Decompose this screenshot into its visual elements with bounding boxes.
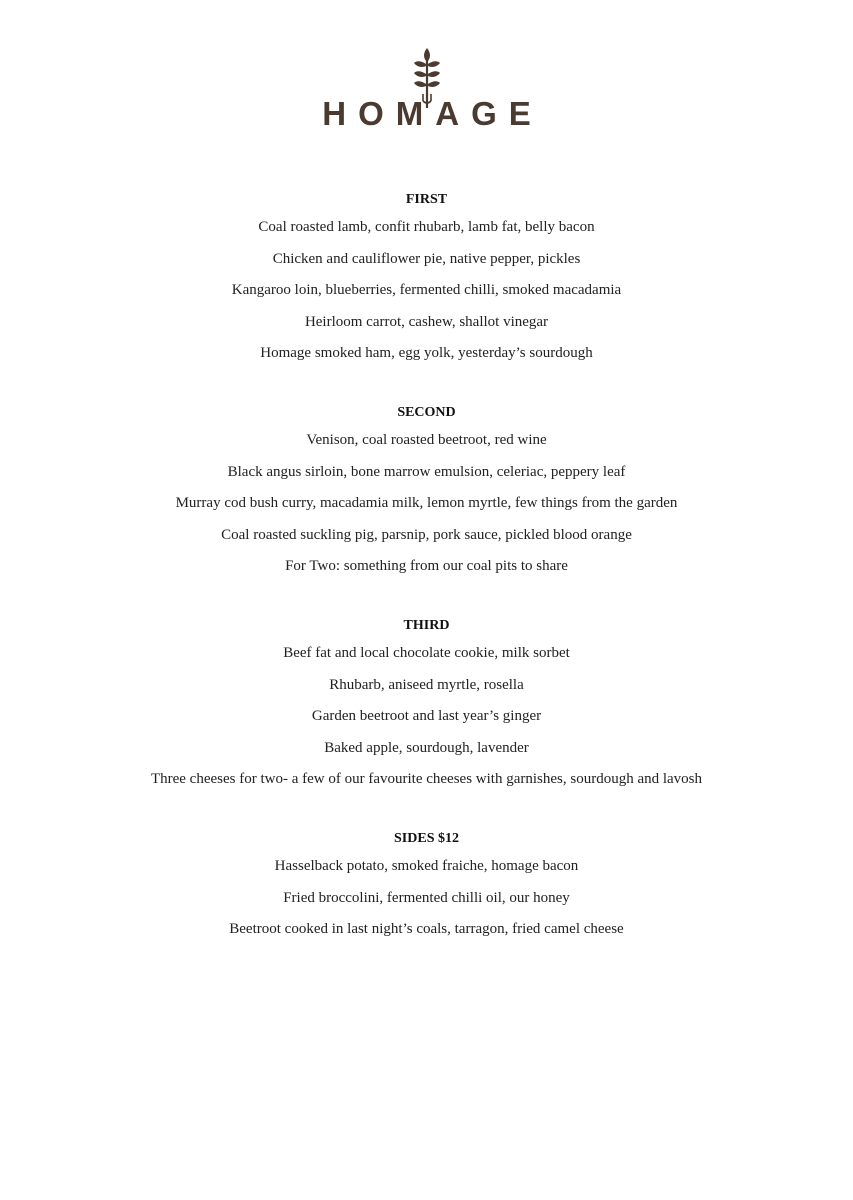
menu-item: Baked apple, sourdough, lavender <box>324 739 529 756</box>
menu-item: Rhubarb, aniseed myrtle, rosella <box>329 676 524 693</box>
menu-item: For Two: something from our coal pits to share <box>285 558 568 575</box>
menu-item: Beef fat and local chocolate cookie, milk sorbet <box>283 644 570 661</box>
menu-item: Hasselback potato, smoked fraiche, homage bacon <box>274 857 579 874</box>
menu-item: Kangaroo loin, blueberries, fermented chilli, smoked macadamia <box>231 282 622 299</box>
section-title: THIRD <box>403 617 450 633</box>
section-title: FIRST <box>405 192 448 207</box>
menu-item: Black angus sirloin, bone marrow emulsion, celeriac, peppery leaf <box>227 463 626 480</box>
homage-logo <box>0 48 853 132</box>
section-spacer <box>0 583 853 614</box>
section-third <box>0 614 853 796</box>
menu-item: Murray cod bush curry, macadamia milk, lemon myrtle, few things from the garden <box>175 495 678 512</box>
brand-name: HOMAGE <box>322 95 543 132</box>
menu-item: Chicken and cauliflower pie, native pepper, pickles <box>272 250 581 267</box>
menu-item: Venison, coal roasted beetroot, red wine <box>306 431 547 448</box>
menu-item: Heirloom carrot, cashew, shallot vinegar <box>304 313 549 330</box>
menu-item: Beetroot cooked in last night’s coals, tarragon, fried camel cheese <box>229 921 624 938</box>
section-title: SECOND <box>397 404 456 420</box>
section-title: SIDES $12 <box>394 830 459 846</box>
menu-item: Fried broccolini, fermented chilli oil, our honey <box>283 889 570 906</box>
section-spacer <box>0 370 853 401</box>
section-second <box>0 401 853 583</box>
menu-item: Three cheeses for two- a few of our favourite cheeses with garnishes, sourdough and lavosh <box>150 771 703 788</box>
menu-item: Coal roasted suckling pig, parsnip, pork sauce, pickled blood orange <box>221 526 632 543</box>
menu-content <box>0 188 853 946</box>
section-first <box>0 188 853 370</box>
menu-item: Garden beetroot and last year’s ginger <box>311 708 542 725</box>
section-sides <box>0 827 853 946</box>
menu-item: Coal roasted lamb, confit rhubarb, lamb fat, belly bacon <box>258 219 595 235</box>
menu-item: Homage smoked ham, egg yolk, yesterday’s sourdough <box>260 345 593 362</box>
section-spacer <box>0 796 853 827</box>
